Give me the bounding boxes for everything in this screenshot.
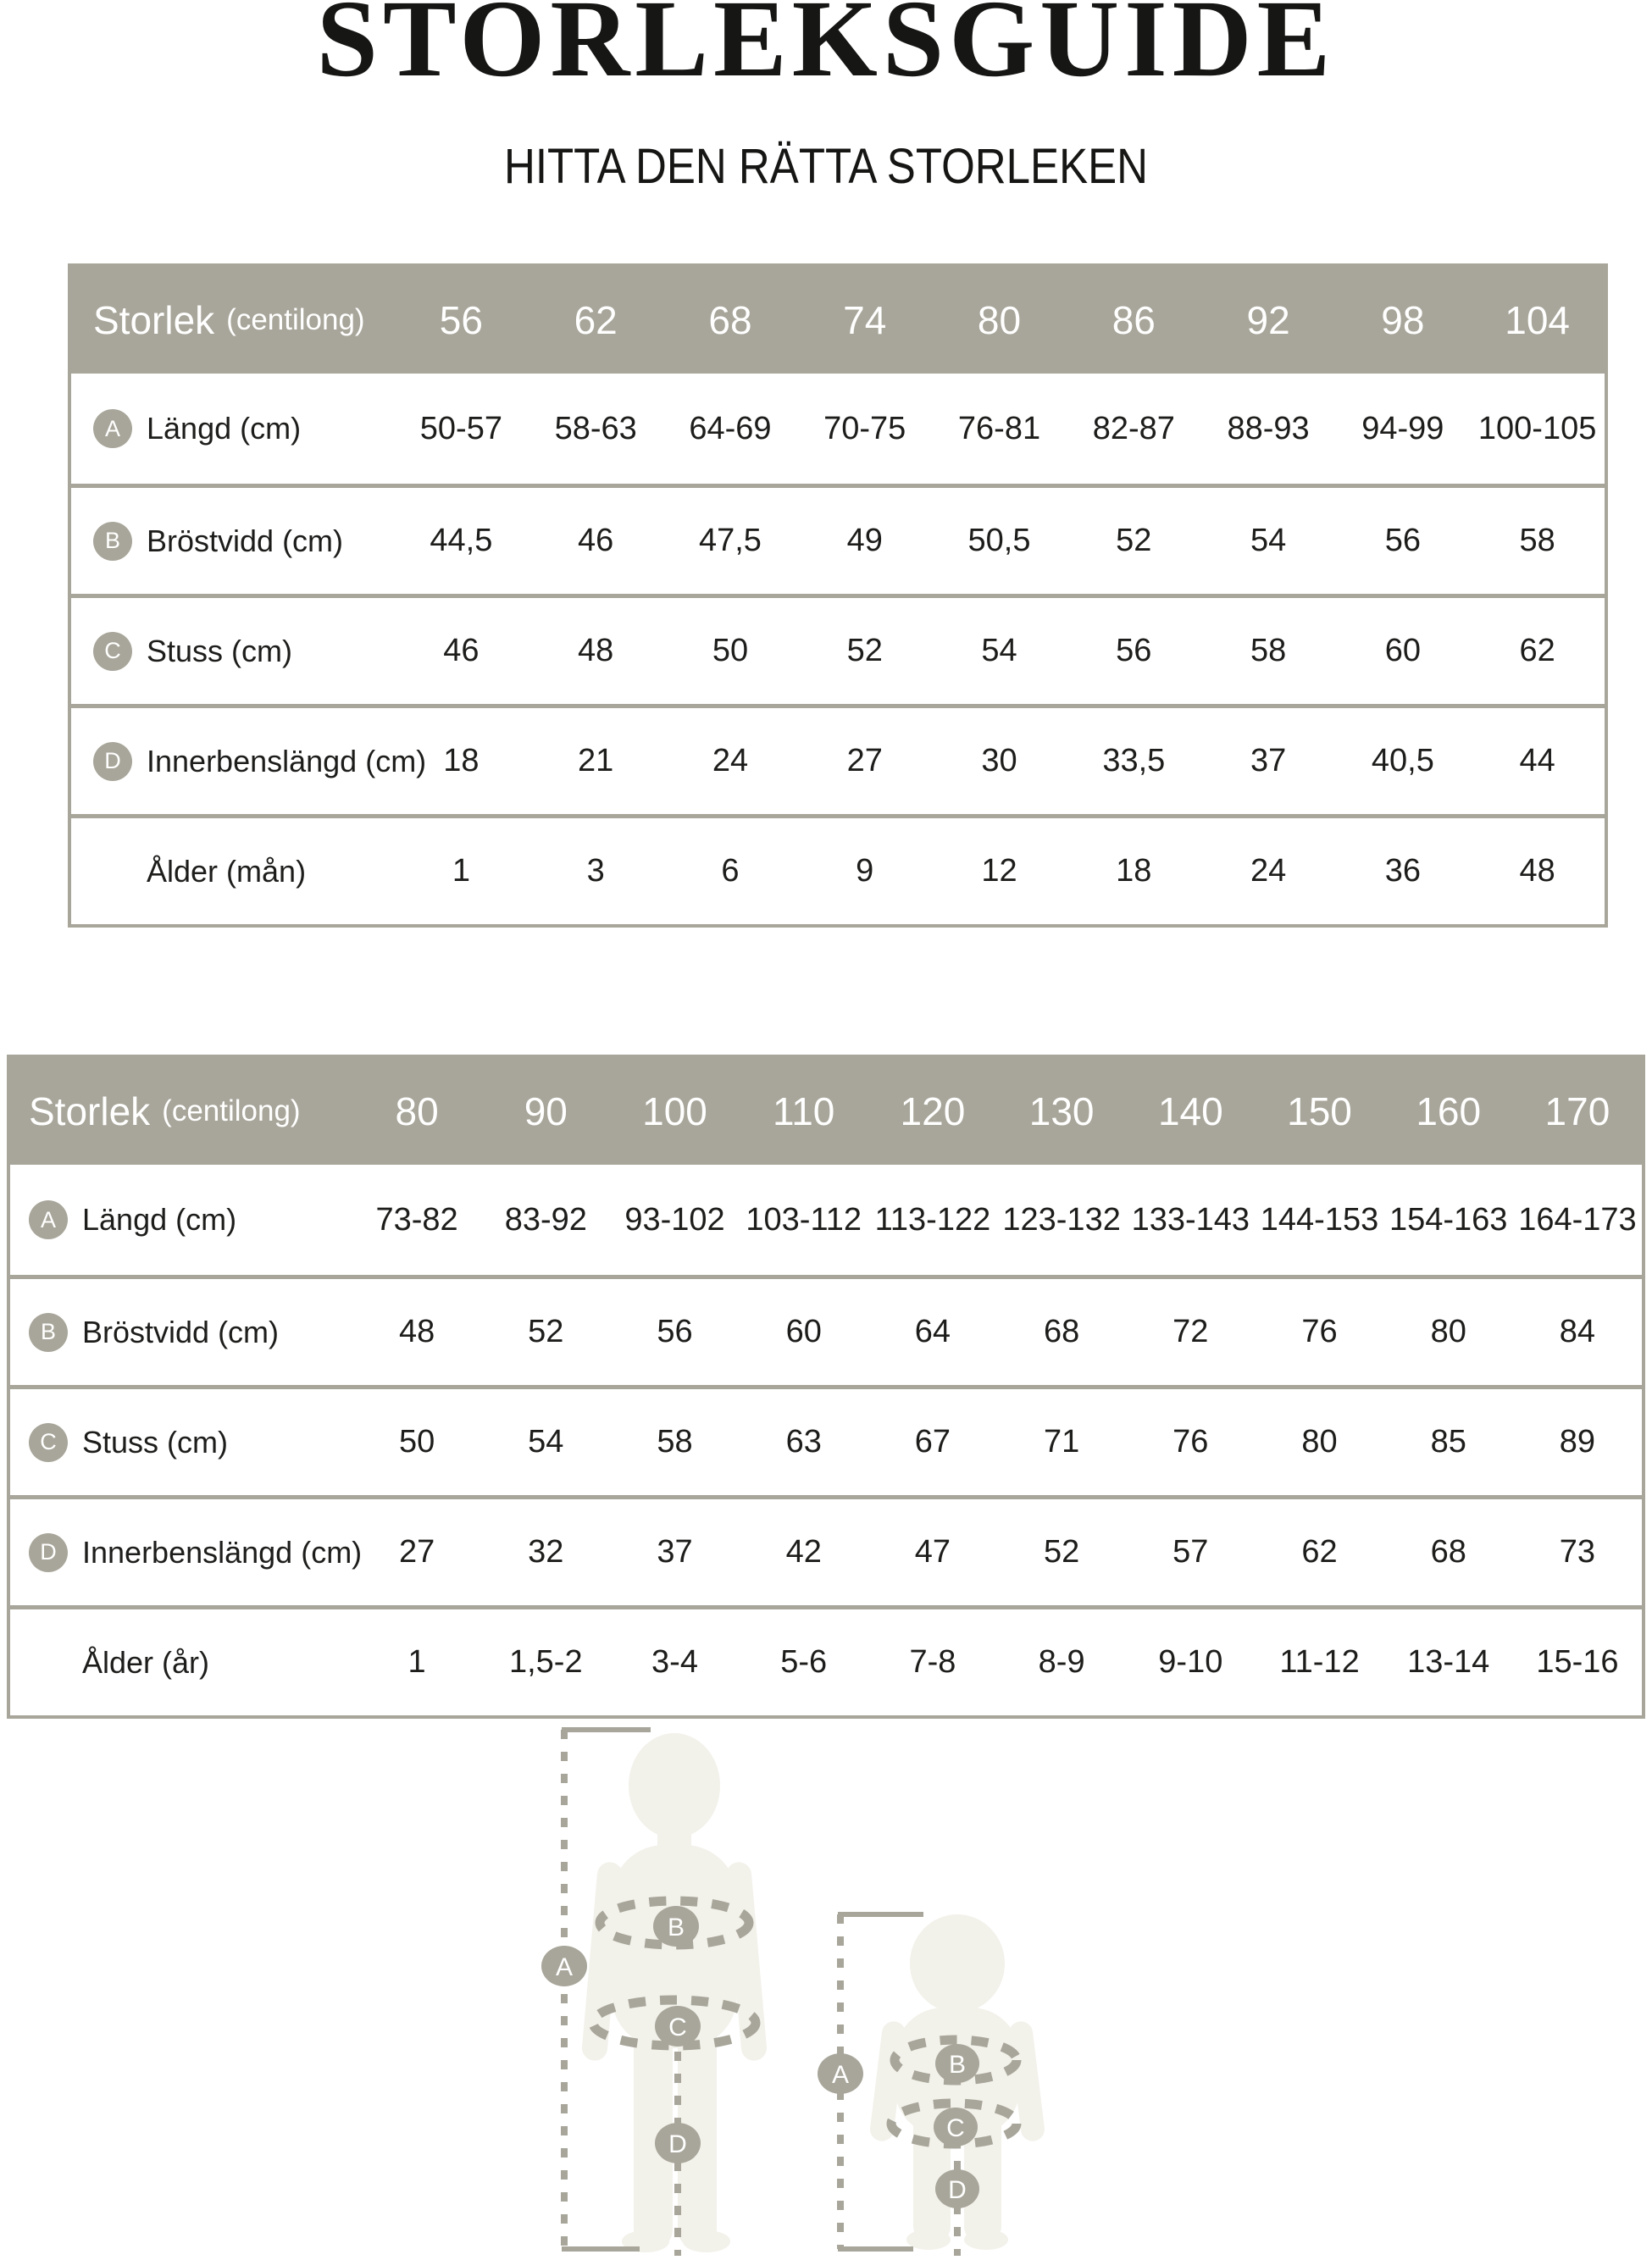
row-label: Längd (cm) bbox=[147, 411, 302, 446]
size-column-header: 86 bbox=[1111, 298, 1156, 342]
header-label: Storlek bbox=[93, 298, 215, 342]
value-cell: 1 bbox=[452, 853, 470, 889]
value-cell: 94-99 bbox=[1361, 410, 1444, 446]
measure-badge-b: B bbox=[93, 522, 132, 561]
badge-a-icon bbox=[541, 1946, 587, 1986]
value-cell: 42 bbox=[785, 1534, 822, 1570]
size-column-header: 100 bbox=[642, 1089, 707, 1133]
value-cell: 100-105 bbox=[1477, 410, 1597, 446]
value-cell: 1,5-2 bbox=[508, 1644, 583, 1680]
value-cell: 30 bbox=[981, 743, 1017, 778]
value-cell: 71 bbox=[1043, 1424, 1080, 1460]
value-cell: 58 bbox=[1250, 633, 1287, 668]
table-row bbox=[10, 1495, 1642, 1605]
value-cell: 13-14 bbox=[1407, 1644, 1490, 1680]
size-column-header: 120 bbox=[900, 1089, 966, 1133]
value-cell: 9 bbox=[856, 853, 874, 889]
value-cell: 56 bbox=[1384, 523, 1421, 558]
value-cell: 113-122 bbox=[874, 1201, 991, 1238]
header-label: Storlek bbox=[29, 1089, 151, 1133]
size-column-header: 104 bbox=[1505, 298, 1571, 342]
value-cell: 58 bbox=[657, 1424, 693, 1460]
value-cell: 54 bbox=[1250, 523, 1287, 558]
row-label: Ålder (år) bbox=[82, 1644, 210, 1680]
value-cell: 80 bbox=[1430, 1314, 1466, 1349]
size-column-header: 150 bbox=[1287, 1089, 1352, 1133]
row-label: Stuss (cm) bbox=[147, 633, 293, 668]
value-cell: 15-16 bbox=[1536, 1644, 1619, 1680]
svg-text:A: A bbox=[555, 1953, 574, 1981]
value-cell: 73 bbox=[1559, 1534, 1596, 1570]
value-cell: 52 bbox=[528, 1314, 564, 1349]
value-cell: 52 bbox=[846, 633, 883, 668]
row-label-cell bbox=[71, 852, 394, 891]
value-cell: 133-143 bbox=[1131, 1201, 1250, 1238]
value-cell: 58 bbox=[1519, 523, 1555, 558]
measurement-figure bbox=[466, 1720, 1186, 2256]
measure-badge-a: A bbox=[29, 1200, 68, 1239]
value-cell: 56 bbox=[1116, 633, 1152, 668]
size-column-header: 170 bbox=[1544, 1089, 1610, 1133]
value-cell: 27 bbox=[398, 1534, 435, 1570]
value-cell: 58-63 bbox=[554, 410, 637, 446]
large-child-silhouette bbox=[581, 1733, 768, 2252]
measure-badge-c: C bbox=[29, 1423, 68, 1462]
measure-badge-c: C bbox=[93, 632, 132, 671]
value-cell: 5-6 bbox=[780, 1644, 828, 1680]
measure-badge-d: D bbox=[93, 742, 132, 781]
row-label-cell bbox=[71, 742, 427, 781]
size-column-header: 90 bbox=[524, 1089, 568, 1133]
value-cell: 1 bbox=[407, 1644, 426, 1680]
size-column-header: 80 bbox=[977, 298, 1022, 342]
size-column-header: 140 bbox=[1157, 1089, 1223, 1133]
value-cell: 36 bbox=[1384, 853, 1421, 889]
row-label: Bröstvidd (cm) bbox=[147, 523, 344, 558]
size-column-header: 110 bbox=[773, 1089, 835, 1133]
value-cell: 50 bbox=[398, 1424, 435, 1460]
row-label: Ålder (mån) bbox=[147, 853, 307, 889]
value-cell: 50 bbox=[712, 633, 749, 668]
value-cell: 64 bbox=[914, 1314, 951, 1349]
badge-d-icon bbox=[935, 2169, 979, 2208]
row-label: Innerbenslängd (cm) bbox=[147, 743, 427, 778]
header-sublabel: (centilong) bbox=[162, 1094, 301, 1127]
value-cell: 56 bbox=[657, 1314, 693, 1349]
value-cell: 83-92 bbox=[504, 1201, 587, 1238]
badge-c-icon bbox=[655, 2006, 701, 2047]
size-column-header: 62 bbox=[574, 298, 618, 342]
table-row bbox=[10, 1385, 1642, 1495]
table-header-label bbox=[10, 1088, 352, 1134]
size-column-header: 160 bbox=[1416, 1089, 1482, 1133]
row-label-cell bbox=[10, 1313, 352, 1352]
value-cell: 21 bbox=[578, 743, 614, 778]
value-cell: 89 bbox=[1559, 1424, 1596, 1460]
table-row bbox=[10, 1605, 1642, 1715]
value-cell: 47 bbox=[914, 1534, 951, 1570]
value-cell: 6 bbox=[721, 853, 740, 889]
value-cell: 68 bbox=[1043, 1314, 1080, 1349]
value-cell: 70-75 bbox=[823, 410, 906, 446]
size-column-header: 56 bbox=[439, 298, 483, 342]
value-cell: 12 bbox=[981, 853, 1017, 889]
value-cell: 88-93 bbox=[1227, 410, 1310, 446]
row-label-cell bbox=[10, 1533, 363, 1572]
svg-text:C: C bbox=[946, 2114, 965, 2142]
badge-a-icon bbox=[818, 2053, 863, 2094]
value-cell: 9-10 bbox=[1158, 1644, 1223, 1680]
svg-text:A: A bbox=[831, 2061, 850, 2089]
measure-badge-b: B bbox=[29, 1313, 68, 1352]
value-cell: 62 bbox=[1301, 1534, 1338, 1570]
table-row bbox=[71, 594, 1605, 704]
value-cell: 63 bbox=[785, 1424, 822, 1460]
value-cell: 64-69 bbox=[689, 410, 772, 446]
value-cell: 80 bbox=[1301, 1424, 1338, 1460]
value-cell: 32 bbox=[528, 1534, 564, 1570]
row-label: Innerbenslängd (cm) bbox=[82, 1534, 363, 1570]
size-column-header: 98 bbox=[1381, 298, 1425, 342]
row-label: Stuss (cm) bbox=[82, 1424, 229, 1460]
value-cell: 40,5 bbox=[1371, 743, 1434, 778]
value-cell: 82-87 bbox=[1092, 410, 1175, 446]
measure-badge-a: A bbox=[93, 409, 132, 448]
value-cell: 37 bbox=[1250, 743, 1287, 778]
value-cell: 8-9 bbox=[1038, 1644, 1085, 1680]
value-cell: 60 bbox=[1384, 633, 1421, 668]
svg-text:B: B bbox=[667, 1914, 685, 1941]
value-cell: 3 bbox=[586, 853, 605, 889]
svg-text:D: D bbox=[668, 2130, 687, 2158]
value-cell: 18 bbox=[1116, 853, 1152, 889]
measurement-figure-svg bbox=[466, 1720, 1186, 2256]
value-cell: 76 bbox=[1172, 1424, 1209, 1460]
size-column-header: 74 bbox=[843, 298, 887, 342]
value-cell: 3-4 bbox=[651, 1644, 698, 1680]
value-cell: 72 bbox=[1172, 1314, 1209, 1349]
value-cell: 57 bbox=[1172, 1534, 1209, 1570]
table-header-label bbox=[71, 297, 394, 343]
measure-badge-d: D bbox=[29, 1533, 68, 1572]
table-header-row bbox=[71, 267, 1605, 374]
value-cell: 60 bbox=[785, 1314, 822, 1349]
row-label: Längd (cm) bbox=[82, 1202, 237, 1237]
value-cell: 48 bbox=[578, 633, 614, 668]
value-cell: 73-82 bbox=[375, 1201, 458, 1238]
size-table-baby bbox=[68, 263, 1608, 928]
value-cell: 67 bbox=[914, 1424, 951, 1460]
value-cell: 48 bbox=[398, 1314, 435, 1349]
value-cell: 93-102 bbox=[624, 1201, 725, 1238]
value-cell: 54 bbox=[528, 1424, 564, 1460]
row-label: Bröstvidd (cm) bbox=[82, 1314, 280, 1349]
value-cell: 154-163 bbox=[1389, 1201, 1508, 1238]
value-cell: 123-132 bbox=[1002, 1201, 1121, 1238]
value-cell: 47,5 bbox=[698, 523, 762, 558]
table-header-row bbox=[10, 1058, 1642, 1165]
value-cell: 50,5 bbox=[967, 523, 1031, 558]
table-row bbox=[71, 704, 1605, 814]
page-title: STORLEKSGUIDE bbox=[316, 0, 1336, 100]
size-column-header: 80 bbox=[395, 1089, 439, 1133]
size-column-header: 68 bbox=[708, 298, 752, 342]
row-label-cell bbox=[71, 632, 394, 671]
value-cell: 84 bbox=[1559, 1314, 1596, 1349]
table-row bbox=[71, 484, 1605, 594]
table-row bbox=[10, 1165, 1642, 1275]
value-cell: 44,5 bbox=[430, 523, 493, 558]
value-cell: 24 bbox=[712, 743, 749, 778]
value-cell: 48 bbox=[1519, 853, 1555, 889]
badge-b-icon bbox=[653, 1906, 699, 1947]
value-cell: 76-81 bbox=[957, 410, 1041, 446]
value-cell: 7-8 bbox=[909, 1644, 956, 1680]
value-cell: 37 bbox=[657, 1534, 693, 1570]
row-label-cell bbox=[71, 409, 394, 448]
row-label-cell bbox=[10, 1423, 352, 1462]
value-cell: 50-57 bbox=[419, 410, 502, 446]
header-sublabel: (centilong) bbox=[226, 303, 365, 336]
size-table-kids bbox=[7, 1055, 1645, 1719]
value-cell: 103-112 bbox=[746, 1201, 862, 1238]
row-label-cell bbox=[10, 1643, 352, 1682]
value-cell: 11-12 bbox=[1279, 1644, 1360, 1680]
size-column-header: 92 bbox=[1246, 298, 1290, 342]
value-cell: 52 bbox=[1043, 1534, 1080, 1570]
table-row bbox=[71, 374, 1605, 484]
value-cell: 144-153 bbox=[1260, 1201, 1379, 1238]
value-cell: 76 bbox=[1301, 1314, 1338, 1349]
table-row bbox=[10, 1275, 1642, 1385]
value-cell: 33,5 bbox=[1102, 743, 1166, 778]
value-cell: 24 bbox=[1250, 853, 1287, 889]
svg-text:D: D bbox=[948, 2176, 967, 2204]
value-cell: 49 bbox=[846, 523, 883, 558]
value-cell: 18 bbox=[443, 743, 480, 778]
value-cell: 68 bbox=[1430, 1534, 1466, 1570]
value-cell: 44 bbox=[1519, 743, 1555, 778]
value-cell: 62 bbox=[1519, 633, 1555, 668]
row-label-cell bbox=[71, 522, 394, 561]
row-label-cell bbox=[10, 1200, 352, 1239]
value-cell: 164-173 bbox=[1518, 1201, 1637, 1238]
svg-text:C: C bbox=[668, 2014, 687, 2041]
page-subtitle: HITTA DEN RÄTTA STORLEKEN bbox=[503, 139, 1149, 194]
size-column-header: 130 bbox=[1028, 1089, 1095, 1133]
badge-d-icon bbox=[655, 2123, 701, 2163]
badge-c-icon bbox=[934, 2108, 978, 2146]
table-row bbox=[71, 814, 1605, 924]
value-cell: 46 bbox=[578, 523, 614, 558]
value-cell: 54 bbox=[981, 633, 1017, 668]
value-cell: 27 bbox=[846, 743, 883, 778]
svg-text:B: B bbox=[948, 2051, 967, 2079]
value-cell: 85 bbox=[1430, 1424, 1466, 1460]
badge-b-icon bbox=[935, 2044, 979, 2083]
value-cell: 46 bbox=[443, 633, 480, 668]
value-cell: 52 bbox=[1116, 523, 1152, 558]
